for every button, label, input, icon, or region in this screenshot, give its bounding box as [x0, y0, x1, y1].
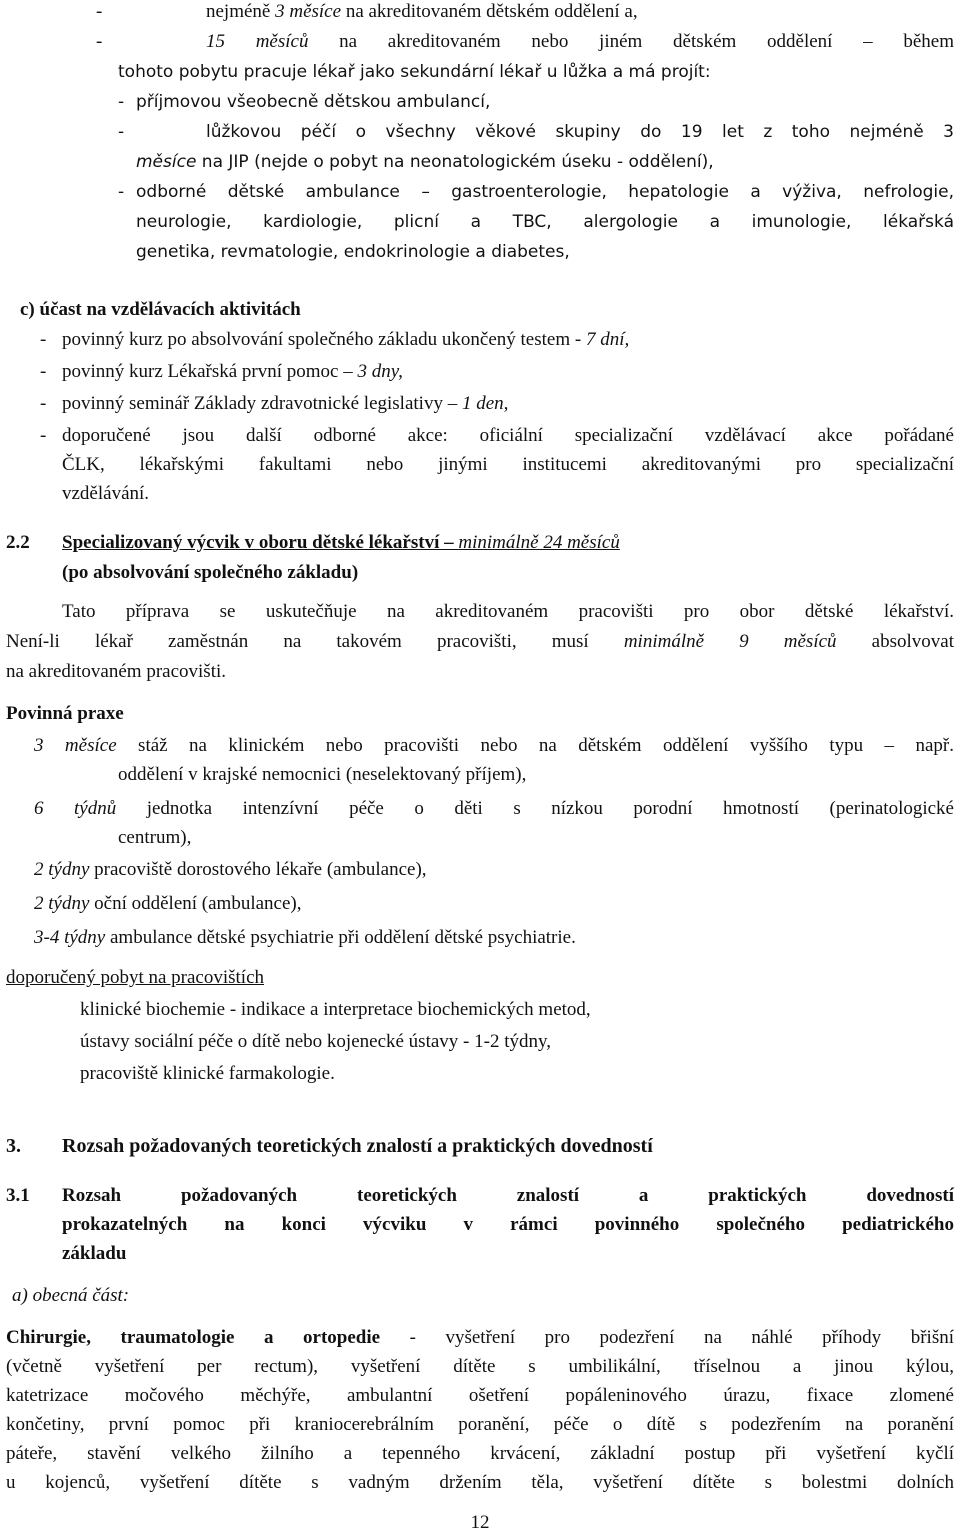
text-line: (včetně vyšetření per rectum), vyšetření dítěte s umbilikální, tříselnou a jinou kýlou,: [6, 1356, 954, 1377]
text-line: centrum),: [118, 827, 192, 848]
section-title: základu: [62, 1243, 127, 1264]
list-dash: -: [40, 361, 47, 382]
section-heading: c) účast na vzdělávacích aktivitách: [20, 299, 301, 320]
section-subtitle: (po absolvování společného základu): [62, 562, 359, 583]
section-number: 2.2: [6, 532, 30, 553]
text-line: odborné dětské ambulance – gastroenterologie, hepatologie a výživa, nefrologie,: [136, 182, 954, 202]
section-number: 3.1: [6, 1185, 30, 1206]
text-line: 6 týdnů jednotka intenzívní péče o děti s nízkou porodní hmotností (perinatologické: [34, 798, 954, 819]
text-line: neurologie, kardiologie, plicní a TBC, alergologie a imunologie, lékařská: [136, 212, 954, 232]
text-line: katetrizace močového měchýře, ambulantní ošetření popáleninového úrazu, fixace zlomené: [6, 1385, 954, 1406]
text-line: klinické biochemie - indikace a interpretace biochemických metod,: [80, 999, 591, 1020]
list-dash: -: [40, 425, 47, 446]
section-title: Rozsah požadovaných teoretických znalostí a praktických dovedností: [62, 1185, 954, 1206]
text-line: doporučené jsou další odborné akce: oficiální specializační vzdělávací akce pořádané: [62, 425, 954, 446]
text-line: Tato příprava se uskutečňuje na akreditovaném pracovišti pro obor dětské lékařství.: [62, 601, 954, 622]
text-line: končetiny, první pomoc při kraniocerebrálním poranění, péče o dítě s podezřením na poranění: [6, 1414, 954, 1435]
list-dash: -: [96, 31, 103, 52]
text-line: 3-4 týdny ambulance dětské psychiatrie při oddělení dětské psychiatrie.: [34, 927, 576, 948]
text-line: povinný kurz Lékařská první pomoc – 3 dny,: [62, 361, 403, 382]
text-line: tohoto pobytu pracuje lékař jako sekundární lékař u lůžka a má projít:: [118, 62, 711, 82]
text-line: na akreditovaném pracovišti.: [6, 661, 227, 682]
list-dash: -: [40, 329, 47, 350]
text-line: Není-li lékař zaměstnán na takovém pracovišti, musí minimálně 9 měsíců absolvovat: [6, 631, 954, 652]
text-line: povinný seminář Základy zdravotnické legislativy – 1 den,: [62, 393, 509, 414]
list-dash: -: [118, 92, 125, 112]
text-line: páteře, stavění velkého žilního a tepenného krvácení, základní postup při vyšetření kyčlí: [6, 1443, 954, 1464]
text-line: 3 měsíce stáž na klinickém nebo pracovišti nebo na dětském oddělení vyššího typu – např.: [34, 735, 954, 756]
text-line: ústavy sociální péče o dítě nebo kojenecké ústavy - 1-2 týdny,: [80, 1031, 551, 1052]
text-line: vzdělávání.: [62, 483, 150, 504]
section-heading: doporučený pobyt na pracovištích: [6, 967, 265, 988]
list-dash: -: [118, 182, 125, 202]
section-heading: Povinná praxe: [6, 703, 124, 724]
text-line: Chirurgie, traumatologie a ortopedie - vyšetření pro podezření na náhlé příhody břišní: [6, 1327, 954, 1348]
list-dash: -: [96, 1, 103, 22]
text-line: povinný kurz po absolvování společného základu ukončený testem - 7 dní,: [62, 329, 630, 350]
text-line: 2 týdny oční oddělení (ambulance),: [34, 893, 302, 914]
list-dash: -: [118, 122, 125, 142]
list-dash: -: [40, 393, 47, 414]
text-line: měsíce na JIP (nejde o pobyt na neonatologickém úseku - oddělení),: [136, 152, 714, 172]
section-title: Rozsah požadovaných teoretických znalostí a praktických dovedností: [62, 1135, 653, 1157]
text-line: nejméně 3 měsíce na akreditovaném dětském oddělení a,: [206, 1, 638, 22]
section-title: Specializovaný výcvik v oboru dětské lékařství – minimálně 24 měsíců: [62, 532, 620, 553]
text-line: oddělení v krajské nemocnici (neselektovaný příjem),: [118, 764, 527, 785]
subsection-label: a) obecná část:: [12, 1285, 130, 1306]
text-line: příjmovou všeobecně dětskou ambulancí,: [136, 92, 491, 112]
text-line: u kojenců, vyšetření dítěte s vadným držením těla, vyšetření dítěte s bolestmi dolních: [6, 1472, 954, 1493]
section-number: 3.: [6, 1135, 21, 1157]
text-line: genetika, revmatologie, endokrinologie a diabetes,: [136, 242, 570, 262]
text-line: lůžkovou péčí o všechny věkové skupiny do 19 let z toho nejméně 3: [206, 122, 954, 142]
text-line: ČLK, lékařskými fakultami nebo jinými institucemi akreditovanými pro specializační: [62, 454, 954, 475]
text-line: 15 měsíců na akreditovaném nebo jiném dětském oddělení – během: [206, 31, 954, 52]
page-number: 12: [470, 1512, 490, 1533]
text-line: pracoviště klinické farmakologie.: [80, 1063, 335, 1084]
section-title: prokazatelných na konci výcviku v rámci povinného společného pediatrického: [62, 1214, 954, 1235]
text-line: 2 týdny pracoviště dorostového lékaře (ambulance),: [34, 859, 427, 880]
